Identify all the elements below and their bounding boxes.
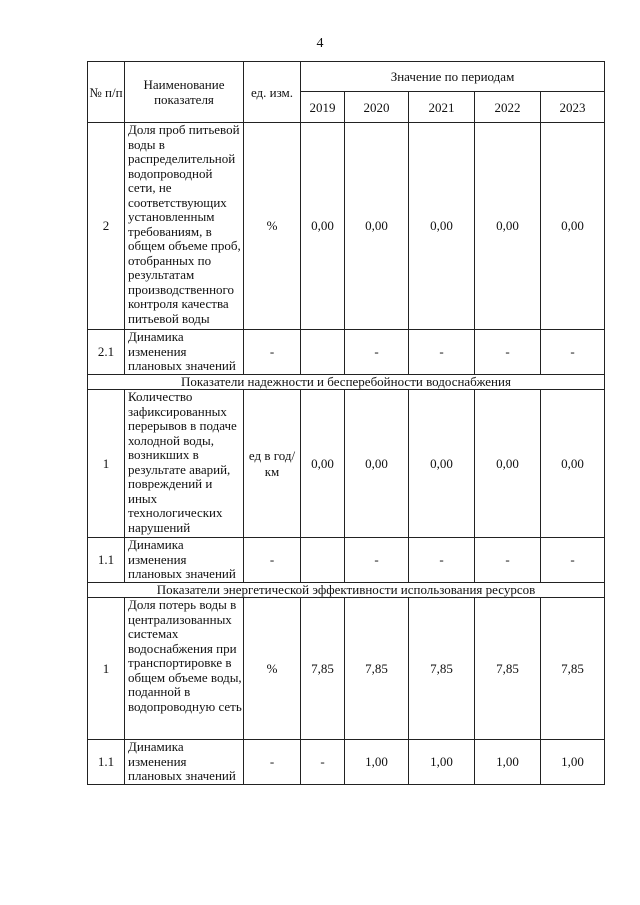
- period-value: -: [475, 538, 541, 583]
- header-year: 2021: [409, 92, 475, 123]
- header-year: 2019: [301, 92, 345, 123]
- period-value: 7,85: [541, 598, 605, 740]
- period-value: -: [409, 538, 475, 583]
- period-value: -: [541, 330, 605, 375]
- period-value: 7,85: [301, 598, 345, 740]
- table-row: [88, 538, 605, 583]
- row-number: 1.1: [88, 538, 125, 583]
- period-value: 0,00: [541, 123, 605, 330]
- period-value: 0,00: [475, 390, 541, 538]
- unit: -: [244, 740, 301, 785]
- period-value: -: [345, 330, 409, 375]
- section-row: [88, 583, 605, 598]
- period-value: 0,00: [345, 390, 409, 538]
- period-value: -: [409, 330, 475, 375]
- table-body: [88, 123, 605, 785]
- indicator-name: Доля проб питьевой воды в распределительной водопроводной сети, не соответствующих установленным требованиям, в общем объеме проб, отобранных по результатам производственного контроля качества питьевой воды: [125, 123, 244, 330]
- header-unit: ед. изм.: [244, 62, 301, 123]
- period-value: 0,00: [409, 123, 475, 330]
- unit: %: [244, 123, 301, 330]
- period-value: 0,00: [541, 390, 605, 538]
- period-value: 1,00: [475, 740, 541, 785]
- header-year: 2022: [475, 92, 541, 123]
- row-number: 2.1: [88, 330, 125, 375]
- page-number: 4: [316, 36, 324, 51]
- table-row: [88, 330, 605, 375]
- unit: ед в год/ км: [244, 390, 301, 538]
- period-value: -: [345, 538, 409, 583]
- indicators-table: [87, 61, 605, 785]
- period-value: 1,00: [345, 740, 409, 785]
- period-value: 0,00: [301, 390, 345, 538]
- period-value: [301, 330, 345, 375]
- table-row: [88, 390, 605, 538]
- table-row: [88, 740, 605, 785]
- period-value: -: [541, 538, 605, 583]
- section-row: [88, 375, 605, 390]
- row-number: 2: [88, 123, 125, 330]
- table-row: [88, 598, 605, 740]
- row-number: 1: [88, 390, 125, 538]
- row-number: 1.1: [88, 740, 125, 785]
- indicator-name: Динамика изменения плановых значений: [125, 538, 244, 583]
- period-value: [301, 538, 345, 583]
- period-value: 1,00: [541, 740, 605, 785]
- unit: -: [244, 538, 301, 583]
- indicator-name: Динамика изменения плановых значений: [125, 330, 244, 375]
- row-number: 1: [88, 598, 125, 740]
- period-value: 7,85: [345, 598, 409, 740]
- table-row: [88, 123, 605, 330]
- unit: -: [244, 330, 301, 375]
- period-value: 1,00: [409, 740, 475, 785]
- period-value: -: [301, 740, 345, 785]
- period-value: 0,00: [409, 390, 475, 538]
- header-periods: Значение по периодам: [301, 62, 605, 92]
- period-value: 0,00: [301, 123, 345, 330]
- indicator-name: Динамика изменения плановых значений: [125, 740, 244, 785]
- period-value: 0,00: [345, 123, 409, 330]
- header-year: 2023: [541, 92, 605, 123]
- period-value: 0,00: [475, 123, 541, 330]
- indicator-name: Количество зафиксированных перерывов в подаче холодной воды, возникших в результате аварий, повреждений и иных технологических нарушений: [125, 390, 244, 538]
- table-header: [88, 62, 605, 123]
- indicator-name: Доля потерь воды в централизованных системах водоснабжения при транспортировке в общем объеме воды, поданной в водопроводную сеть: [125, 598, 244, 740]
- section-title: Показатели надежности и бесперебойности водоснабжения: [88, 375, 605, 390]
- header-name: Наименование показателя: [125, 62, 244, 123]
- header-num: № п/п: [88, 62, 125, 123]
- header-year: 2020: [345, 92, 409, 123]
- unit: %: [244, 598, 301, 740]
- period-value: -: [475, 330, 541, 375]
- section-title: Показатели энергетической эффективности использования ресурсов: [88, 583, 605, 598]
- period-value: 7,85: [475, 598, 541, 740]
- period-value: 7,85: [409, 598, 475, 740]
